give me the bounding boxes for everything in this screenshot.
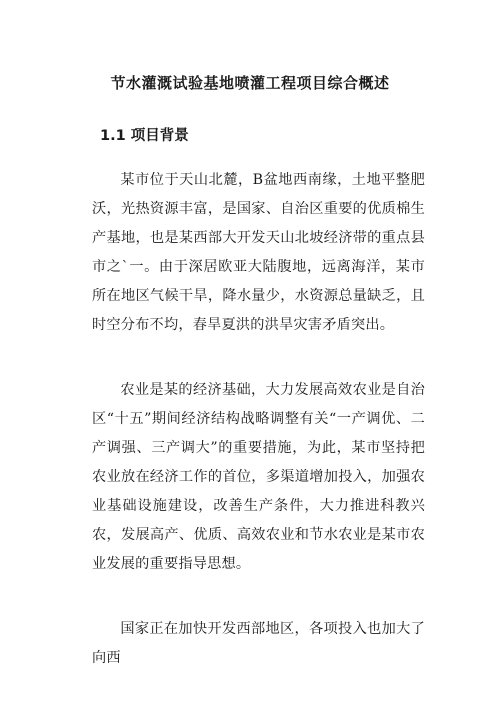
document-title: 节水灌溉试验基地喷灌工程项目综合概述 xyxy=(110,74,390,92)
section-heading: 1.1 项目背景 xyxy=(100,128,189,144)
body-paragraph: 农业是某的经济基础，大力发展高效农业是自治区“十五”期间经济结构战略调整有关“一产调优、二产调强、三产调大”的重要措施，为此，某市坚持把农业放在经济工作的首位，多渠道增加投入，加强农业基础设施建设，改善生产条件，大力推进科教兴农，发展高产、优质、高效农业和节水农业是某市农业发展的重要指导思想。 xyxy=(92,382,425,572)
body-paragraph: 某市位于天山北麓，B盆地西南缘，土地平整肥沃，光热资源丰富，是国家、自治区重要的优质棉生产基地，也是某西部大开发天山北坡经济带的重点县市之`一。由于深居欧亚大陆腹地，远离海洋，某市所在地区气候干旱，降水量少，水资源总量缺乏，且时空分布不均，春旱夏洪的洪旱灾害矛盾突出。 xyxy=(92,172,425,333)
body-paragraph: 国家正在加快开发西部地区，各项投入也加大了向西 xyxy=(92,621,425,666)
